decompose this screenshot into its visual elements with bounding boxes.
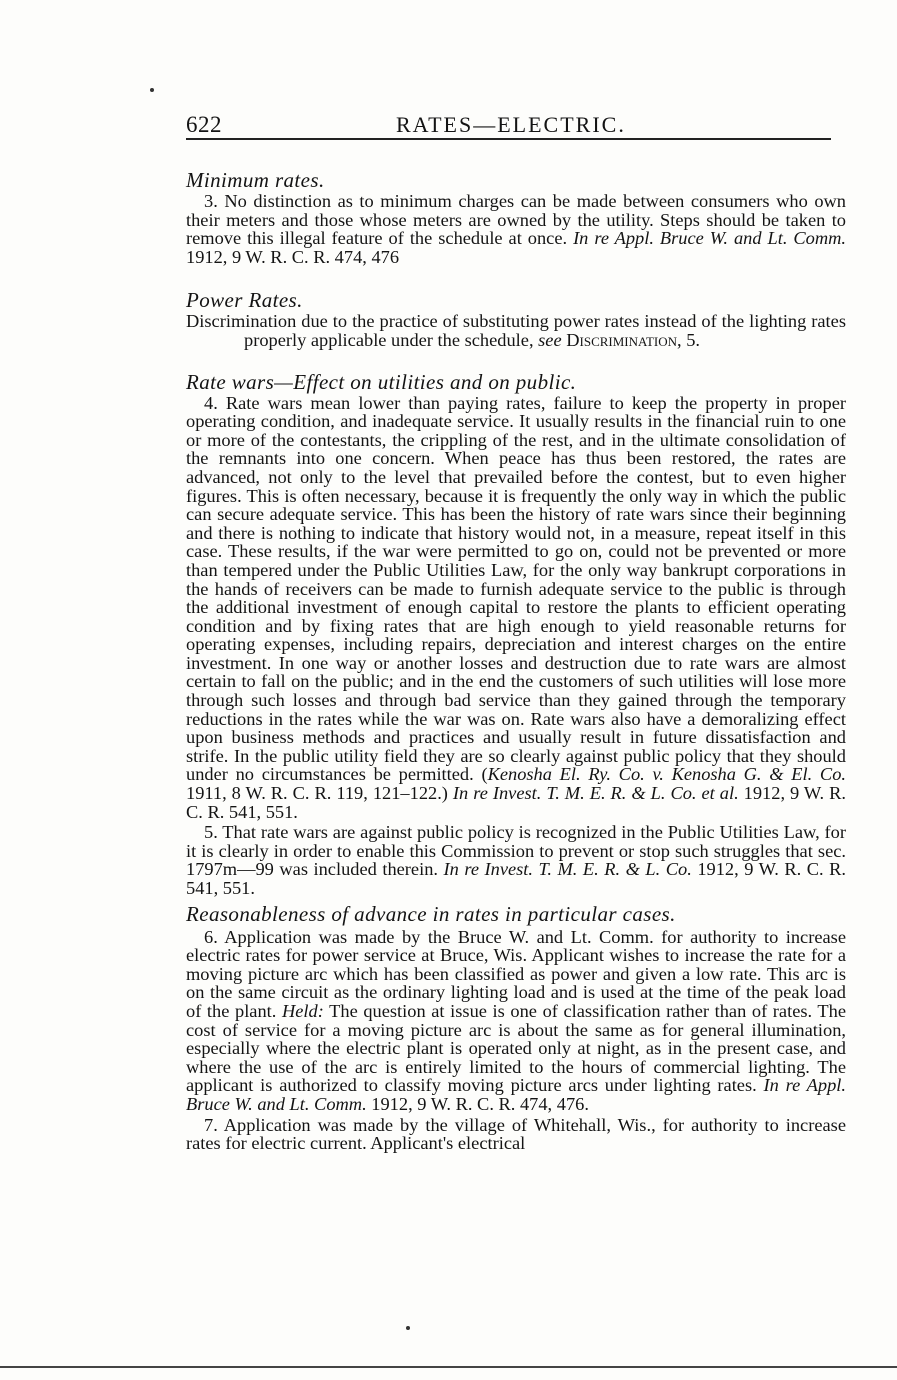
paragraph-4 xyxy=(186,394,846,822)
running-head: RATES—ELECTRIC. xyxy=(396,112,626,137)
print-speck xyxy=(150,88,154,92)
paragraph-5-tail: 1912, 9 W. R. C. R. 541, 551. xyxy=(186,859,847,898)
paragraph-5-text: 5. That rate wars are against public policy is recognized in the Public Utilities Law, for it is clearly in order to enable this Commission to prevent or stop such struggles that sec. 1797m—99 was included therein. xyxy=(186,822,846,880)
page-number: 622 xyxy=(186,112,222,137)
paragraph-6-tail: 1912, 9 W. R. C. R. 474, 476. xyxy=(366,1093,589,1114)
paragraph-6-text-2: The question at issue is one of classification rather than of rates. The cost of service for a moving picture arc is about the same as for general illumination, especially where the electric plant is operated only at night, as in the present case, and where the use of the arc is entirely limited to the hours of commercial lighting. The applicant is authorized to classify moving picture arcs under lighting rates. xyxy=(186,1000,846,1096)
paragraph-4-mid: 1911, 8 W. R. C. R. 119, 121–122.) xyxy=(186,783,453,804)
scan-edge xyxy=(0,1366,897,1368)
crossref-number: , 5. xyxy=(677,329,701,350)
heading-reasonableness: Reasonableness of advance in rates in particular cases. xyxy=(186,901,676,926)
paragraph-6-citation: In re Appl. Bruce W. and Lt. Comm. xyxy=(186,1075,846,1114)
paragraph-4-text: 4. Rate wars mean lower than paying rates, failure to keep the property in proper operating condition, and inadequate service. It usually results in the financial ruin to one or more of the contestants, the crippling of the rest, and in the ultimate consolidation of the remnants into one concern. When peace has thus been restored, the rates are advanced, not only to the level that prevailed before the contest, but to even higher figures. This is often necessary, because it is frequently the only way in which the public can secure adequate service. This has been the history of rate wars since their beginning and there is nothing to indicate that history would not, in a measure, repeat itself in this case. These results, if the war were permitted to go on, could not be prevented or more than tempered under the Public Utilities Law, for the only way bankrupt corporations in the hands of receivers can be made to furnish adequate service to the public is through the additional investment of enough capital to restore the plants to efficient operating condition and by fixing rates that are high enough to yield reasonable returns for operating expenses, including repairs, depreciation and interest charges on the entire investment. In one way or another losses and destruction due to rate wars are almost certain to fall on the public; and in the end the customers of such utilities will lose more through such losses and through bad service than they gained through the temporary reductions in the rates while the war was on. Rate wars also have a demoralizing effect upon business methods and practices and usually result in future dissatisfaction and strife. In the public utility field they are so clearly against public policy that they should under no circumstances be permitted. ( xyxy=(186,392,846,785)
paragraph-3-citation: In re Appl. Bruce W. and Lt. Comm. xyxy=(573,228,847,249)
paragraph-6 xyxy=(186,928,846,1114)
heading-power-rates: Power Rates. xyxy=(186,288,303,313)
held-label: Held: xyxy=(281,1000,324,1021)
paragraph-4-tail: 1912, 9 W. R. C. R. 541, 551. xyxy=(186,783,846,822)
paragraph-3-tail: 1912, 9 W. R. C. R. 474, 476 xyxy=(186,246,400,267)
heading-rate-wars: Rate wars—Effect on utilities and on public. xyxy=(186,369,577,394)
paragraph-6-text: 6. Application was made by the Bruce W. and Lt. Comm. for authority to increase electric rates for power service at Bruce, Wis. Applicant wishes to increase the rate for a moving picture arc which has been classified as power and given a low rate. This arc is on the same circuit as the ordinary lighting load and is used at the time of the peak load of the plant. xyxy=(186,926,846,1021)
paragraph-4-citation-1: Kenosha El. Ry. Co. v. Kenosha G. & El. Co. xyxy=(487,764,846,785)
paragraph-4-citation-2: In re Invest. T. M. E. R. & L. Co. et al. xyxy=(452,783,739,804)
body-text xyxy=(186,168,846,1153)
page-header xyxy=(186,112,831,140)
power-rates-text: Discrimination due to the practice of substituting power rates instead of the lighting rates properly applicable under the schedule, xyxy=(186,311,846,350)
heading-minimum-rates: Minimum rates. xyxy=(186,168,325,192)
paragraph-7: 7. Application was made by the village of Whitehall, Wis., for authority to increase rates for electric current. Applicant's electrical xyxy=(186,1114,846,1154)
paragraph-5 xyxy=(186,823,846,897)
power-rates-crossref xyxy=(186,312,846,349)
paragraph-3 xyxy=(186,192,846,266)
print-speck-bottom xyxy=(406,1326,410,1330)
paragraph-3-text: 3. No distinction as to minimum charges can be made between consumers who own their meters and those whose meters are owned by the utility. Steps should be taken to remove this illegal feature of the schedule at once. xyxy=(186,191,846,249)
paragraph-5-citation: In re Invest. T. M. E. R. & L. Co. xyxy=(443,859,692,880)
crossref-target: Discrimination xyxy=(566,329,678,350)
see-label: see xyxy=(538,329,562,350)
